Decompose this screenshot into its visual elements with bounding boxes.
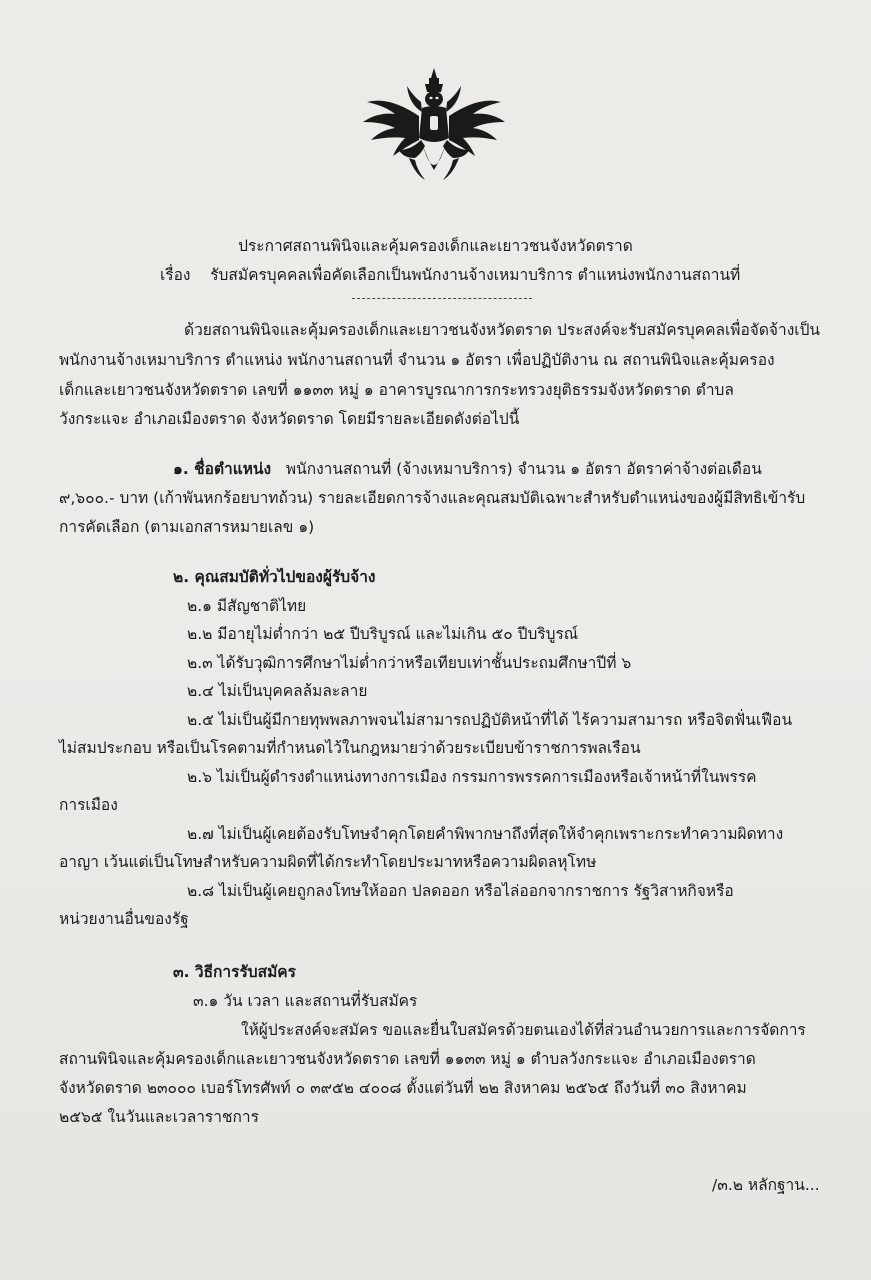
section3-line-2: สถานพินิจและคุ้มครองเด็กและเยาวชนจังหวัดตราด เลขที่ ๑๑๓๓ หมู่ ๑ ตำบลวังกระแจะ อำเภอเมืองตราด (59, 1050, 756, 1068)
qualification-2-2: ๒.๒ มีอายุไม่ต่ำกว่า ๒๕ ปีบริบูรณ์ และไม่เกิน ๕๐ ปีบริบูรณ์ (187, 625, 579, 643)
qualification-2-8b: หน่วยงานอื่นของรัฐ (59, 910, 189, 928)
section2-heading: ๒. คุณสมบัติทั่วไปของผู้รับจ้าง (173, 568, 376, 586)
section1-line-3: การคัดเลือก (ตามเอกสารหมายเลข ๑) (59, 518, 315, 536)
announcement-subject (160, 265, 741, 285)
page-continuation: /๓.๒ หลักฐาน... (712, 1176, 820, 1194)
header-divider (352, 298, 532, 299)
section3-sub: ๓.๑ วัน เวลา และสถานที่รับสมัคร (193, 992, 418, 1010)
qualification-2-3: ๒.๓ ได้รับวุฒิการศึกษาไม่ต่ำกว่าหรือเทียบเท่าชั้นประถมศึกษาปีที่ ๖ (187, 654, 632, 672)
qualification-2-7b: อาญา เว้นแต่เป็นโทษสำหรับความผิดที่ได้กระทำโดยประมาทหรือความผิดลหุโทษ (59, 853, 597, 871)
announcement-title: ประกาศสถานพินิจและคุ้มครองเด็กและเยาวชนจังหวัดตราด (238, 237, 633, 255)
section3-line-3: จังหวัดตราด ๒๓๐๐๐ เบอร์โทรศัพท์ ๐ ๓๙๕๒ ๔๐๐๘ ตั้งแต่วันที่ ๒๒ สิงหาคม ๒๕๖๕ ถึงวันที่ ๓๐ สิงหาคม (59, 1079, 747, 1097)
qualification-2-6b: การเมือง (59, 796, 118, 814)
section1-line-2: ๙,๖๐๐.- บาท (เก้าพันหกร้อยบาทถ้วน) รายละเอียดการจ้างและคุณสมบัติเฉพาะสำหรับตำแหน่งของผู้มีสิทธิเข้ารับ (59, 489, 806, 507)
qualification-2-7a: ๒.๗ ไม่เป็นผู้เคยต้องรับโทษจำคุกโดยคำพิพากษาถึงที่สุดให้จำคุกเพราะกระทำความผิดทาง (187, 825, 784, 843)
qualification-2-8a: ๒.๘ ไม่เป็นผู้เคยถูกลงโทษให้ออก ปลดออก หรือไล่ออกจากราชการ รัฐวิสาหกิจหรือ (187, 882, 734, 900)
intro-line-3: เด็กและเยาวชนจังหวัดตราด เลขที่ ๑๑๓๓ หมู่ ๑ อาคารบูรณาการกระทรวงยุติธรรมจังหวัดตราด ตำบล (59, 381, 734, 399)
subject-text: รับสมัครบุคคลเพื่อคัดเลือกเป็นพนักงานจ้างเหมาบริการ ตำแหน่งพนักงานสถานที่ (210, 266, 741, 284)
qualification-2-6a: ๒.๖ ไม่เป็นผู้ดำรงตำแหน่งทางการเมือง กรรมการพรรคการเมืองหรือเจ้าหน้าที่ในพรรค (187, 768, 757, 786)
intro-line-1: ด้วยสถานพินิจและคุ้มครองเด็กและเยาวชนจังหวัดตราด ประสงค์จะรับสมัครบุคคลเพื่อจัดจ้างเป็น (184, 321, 821, 339)
qualification-2-5b: ไม่สมประกอบ หรือเป็นโรคตามที่กำหนดไว้ในกฎหมายว่าด้วยระเบียบข้าราชการพลเรือน (59, 739, 641, 757)
section3-line-4: ๒๕๖๕ ในวันและเวลาราชการ (59, 1108, 259, 1126)
intro-line-2: พนักงานจ้างเหมาบริการ ตำแหน่ง พนักงานสถานที่ จำนวน ๑ อัตรา เพื่อปฏิบัติงาน ณ สถานพินิจและคุ้มครอง (59, 351, 775, 369)
intro-line-4: วังกระแจะ อำเภอเมืองตราด จังหวัดตราด โดยมีรายละเอียดดังต่อไปนี้ (59, 410, 520, 428)
section1-line-1 (173, 459, 762, 479)
qualification-2-5a: ๒.๕ ไม่เป็นผู้มีกายทุพพลภาพจนไม่สามารถปฏิบัติหน้าที่ได้ ไร้ความสามารถ หรือจิตฟั่นเฟือน (187, 711, 793, 729)
section1-text: พนักงานสถานที่ (จ้างเหมาบริการ) จำนวน ๑ อัตรา อัตราค่าจ้างต่อเดือน (285, 460, 762, 478)
subject-label: เรื่อง (160, 266, 191, 284)
section1-heading: ๑. ชื่อตำแหน่ง (173, 460, 272, 478)
qualification-2-1: ๒.๑ มีสัญชาติไทย (187, 597, 307, 615)
section3-line-1: ให้ผู้ประสงค์จะสมัคร ขอและยื่นใบสมัครด้วยตนเองได้ที่ส่วนอำนวยการและการจัดการ (241, 1021, 806, 1039)
garuda-emblem-icon (359, 66, 509, 186)
qualification-2-4: ๒.๔ ไม่เป็นบุคคลล้มละลาย (187, 682, 368, 700)
section3-heading: ๓. วิธีการรับสมัคร (173, 963, 296, 981)
